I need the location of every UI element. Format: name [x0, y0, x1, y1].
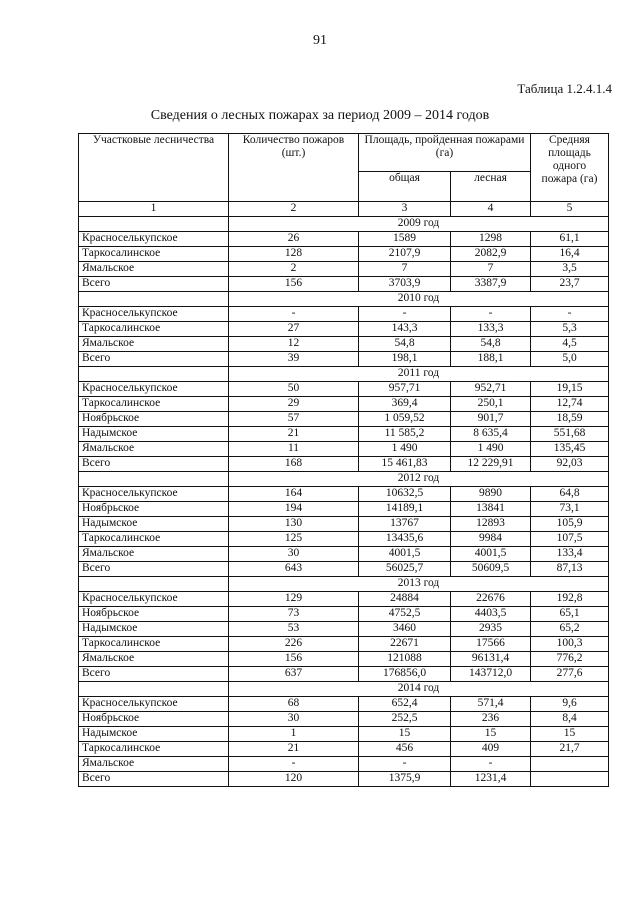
- table-row: [79, 517, 609, 532]
- forestry-name-cell: Ямальское: [79, 757, 229, 772]
- year-row-spacer: [79, 367, 229, 382]
- value-cell: 9984: [451, 532, 531, 547]
- value-cell: 13767: [359, 517, 451, 532]
- value-cell: 92,03: [531, 457, 609, 472]
- value-cell: 176856,0: [359, 667, 451, 682]
- forestry-name-cell: Надымское: [79, 622, 229, 637]
- value-cell: 21,7: [531, 742, 609, 757]
- value-cell: 409: [451, 742, 531, 757]
- table-body: [79, 202, 609, 787]
- forestry-name-cell: Таркосалинское: [79, 247, 229, 262]
- value-cell: 4,5: [531, 337, 609, 352]
- value-cell: 56025,7: [359, 562, 451, 577]
- value-cell: 1298: [451, 232, 531, 247]
- value-cell: 8,4: [531, 712, 609, 727]
- value-cell: 952,71: [451, 382, 531, 397]
- year-row-spacer: [79, 292, 229, 307]
- table-row: [79, 742, 609, 757]
- value-cell: 456: [359, 742, 451, 757]
- value-cell: 130: [229, 517, 359, 532]
- header-average-area: Средняя площадь одного пожара (га): [531, 134, 609, 202]
- value-cell: 50: [229, 382, 359, 397]
- value-cell: 2107,9: [359, 247, 451, 262]
- value-cell: 19,15: [531, 382, 609, 397]
- table-row: [79, 262, 609, 277]
- forestry-name-cell: Надымское: [79, 427, 229, 442]
- table-row: [79, 607, 609, 622]
- year-row: [79, 367, 609, 382]
- header-forestry: Участковые лесничества: [79, 134, 229, 202]
- forestry-name-cell: Красноселькупское: [79, 697, 229, 712]
- value-cell: 135,45: [531, 442, 609, 457]
- forestry-name-cell: Красноселькупское: [79, 382, 229, 397]
- value-cell: -: [359, 307, 451, 322]
- value-cell: 643: [229, 562, 359, 577]
- forestry-name-cell: Таркосалинское: [79, 397, 229, 412]
- value-cell: 551,68: [531, 427, 609, 442]
- column-index-cell: 3: [359, 202, 451, 217]
- header-area-total: общая: [359, 172, 451, 202]
- forestry-name-cell: Таркосалинское: [79, 532, 229, 547]
- forestry-name-cell: Ноябрьское: [79, 712, 229, 727]
- value-cell: -: [451, 757, 531, 772]
- value-cell: 2935: [451, 622, 531, 637]
- value-cell: 133,4: [531, 547, 609, 562]
- forestry-name-cell: Ямальское: [79, 442, 229, 457]
- forestry-name-cell: Ноябрьское: [79, 412, 229, 427]
- value-cell: 57: [229, 412, 359, 427]
- table-row: [79, 397, 609, 412]
- value-cell: 65,1: [531, 607, 609, 622]
- value-cell: 54,8: [359, 337, 451, 352]
- value-cell: 12,74: [531, 397, 609, 412]
- value-cell: 54,8: [451, 337, 531, 352]
- table-row: [79, 637, 609, 652]
- value-cell: 11: [229, 442, 359, 457]
- column-index-cell: 4: [451, 202, 531, 217]
- forestry-name-cell: Ямальское: [79, 547, 229, 562]
- forestry-name-cell: Ямальское: [79, 652, 229, 667]
- value-cell: 12: [229, 337, 359, 352]
- year-label: 2013 год: [229, 577, 609, 592]
- value-cell: 68: [229, 697, 359, 712]
- forestry-name-cell: Всего: [79, 457, 229, 472]
- value-cell: 7: [451, 262, 531, 277]
- header-burned-area: Площадь, пройденная пожарами (га): [359, 134, 531, 172]
- value-cell: 164: [229, 487, 359, 502]
- value-cell: 776,2: [531, 652, 609, 667]
- value-cell: 1231,4: [451, 772, 531, 787]
- table-row: [79, 712, 609, 727]
- forestry-name-cell: Всего: [79, 667, 229, 682]
- forestry-name-cell: Таркосалинское: [79, 637, 229, 652]
- value-cell: 128: [229, 247, 359, 262]
- table-row: [79, 337, 609, 352]
- value-cell: 12893: [451, 517, 531, 532]
- forestry-name-cell: Надымское: [79, 517, 229, 532]
- value-cell: 121088: [359, 652, 451, 667]
- forestry-name-cell: Красноселькупское: [79, 232, 229, 247]
- value-cell: 14189,1: [359, 502, 451, 517]
- year-row: [79, 472, 609, 487]
- table-row: [79, 487, 609, 502]
- value-cell: 22676: [451, 592, 531, 607]
- value-cell: 4001,5: [359, 547, 451, 562]
- table-row: [79, 502, 609, 517]
- table-row: [79, 457, 609, 472]
- value-cell: 1 490: [359, 442, 451, 457]
- value-cell: 3387,9: [451, 277, 531, 292]
- table-title: Сведения о лесных пожарах за период 2009 – 2014 годов: [150, 108, 490, 123]
- header-area-forest: лесная: [451, 172, 531, 202]
- value-cell: 8 635,4: [451, 427, 531, 442]
- table-label: Таблица 1.2.4.1.4: [517, 81, 612, 96]
- table-row: [79, 442, 609, 457]
- table-row: [79, 562, 609, 577]
- forestry-name-cell: Ямальское: [79, 337, 229, 352]
- year-row-spacer: [79, 577, 229, 592]
- table-row: [79, 322, 609, 337]
- value-cell: 4752,5: [359, 607, 451, 622]
- value-cell: 652,4: [359, 697, 451, 712]
- value-cell: 236: [451, 712, 531, 727]
- forestry-name-cell: Ямальское: [79, 262, 229, 277]
- year-label: 2010 год: [229, 292, 609, 307]
- value-cell: 1: [229, 727, 359, 742]
- forestry-name-cell: Красноселькупское: [79, 307, 229, 322]
- value-cell: -: [531, 307, 609, 322]
- value-cell: 21: [229, 427, 359, 442]
- year-label: 2012 год: [229, 472, 609, 487]
- value-cell: 10632,5: [359, 487, 451, 502]
- value-cell: 7: [359, 262, 451, 277]
- value-cell: 15: [531, 727, 609, 742]
- table-row: [79, 727, 609, 742]
- value-cell: 22671: [359, 637, 451, 652]
- value-cell: 15: [359, 727, 451, 742]
- column-index-cell: 5: [531, 202, 609, 217]
- value-cell: 3,5: [531, 262, 609, 277]
- value-cell: 1 059,52: [359, 412, 451, 427]
- value-cell: 3460: [359, 622, 451, 637]
- value-cell: 133,3: [451, 322, 531, 337]
- value-cell: 15: [451, 727, 531, 742]
- value-cell: 1 490: [451, 442, 531, 457]
- value-cell: 5,3: [531, 322, 609, 337]
- value-cell: 50609,5: [451, 562, 531, 577]
- value-cell: 156: [229, 277, 359, 292]
- table-row: [79, 382, 609, 397]
- column-index-cell: 1: [79, 202, 229, 217]
- table-row: [79, 427, 609, 442]
- forestry-name-cell: Всего: [79, 277, 229, 292]
- value-cell: 30: [229, 712, 359, 727]
- value-cell: 105,9: [531, 517, 609, 532]
- value-cell: 27: [229, 322, 359, 337]
- value-cell: 73: [229, 607, 359, 622]
- forestry-name-cell: Таркосалинское: [79, 742, 229, 757]
- value-cell: 901,7: [451, 412, 531, 427]
- value-cell: 194: [229, 502, 359, 517]
- value-cell: 4001,5: [451, 547, 531, 562]
- year-label: 2014 год: [229, 682, 609, 697]
- year-row-spacer: [79, 217, 229, 232]
- value-cell: 168: [229, 457, 359, 472]
- value-cell: 87,13: [531, 562, 609, 577]
- year-row: [79, 292, 609, 307]
- forestry-name-cell: Всего: [79, 562, 229, 577]
- table-row: [79, 532, 609, 547]
- value-cell: -: [229, 307, 359, 322]
- value-cell: 1375,9: [359, 772, 451, 787]
- table-row: [79, 412, 609, 427]
- year-row-spacer: [79, 682, 229, 697]
- value-cell: 100,3: [531, 637, 609, 652]
- value-cell: 188,1: [451, 352, 531, 367]
- value-cell: 24884: [359, 592, 451, 607]
- value-cell: 125: [229, 532, 359, 547]
- table-row: [79, 667, 609, 682]
- value-cell: 29: [229, 397, 359, 412]
- value-cell: 120: [229, 772, 359, 787]
- table-row: [79, 757, 609, 772]
- year-row: [79, 217, 609, 232]
- value-cell: 15 461,83: [359, 457, 451, 472]
- page-number: 91: [313, 33, 327, 48]
- value-cell: 198,1: [359, 352, 451, 367]
- value-cell: -: [229, 757, 359, 772]
- value-cell: 250,1: [451, 397, 531, 412]
- table-row: [79, 547, 609, 562]
- value-cell: 12 229,91: [451, 457, 531, 472]
- value-cell: 369,4: [359, 397, 451, 412]
- value-cell: 143,3: [359, 322, 451, 337]
- value-cell: 13435,6: [359, 532, 451, 547]
- value-cell: 4403,5: [451, 607, 531, 622]
- column-index-cell: 2: [229, 202, 359, 217]
- year-row: [79, 577, 609, 592]
- value-cell: 156: [229, 652, 359, 667]
- forestry-name-cell: Всего: [79, 772, 229, 787]
- forestry-name-cell: Всего: [79, 352, 229, 367]
- table-row: [79, 652, 609, 667]
- year-row-spacer: [79, 472, 229, 487]
- value-cell: 5,0: [531, 352, 609, 367]
- value-cell: 9890: [451, 487, 531, 502]
- value-cell: 1589: [359, 232, 451, 247]
- value-cell: 129: [229, 592, 359, 607]
- table-row: [79, 352, 609, 367]
- value-cell: 73,1: [531, 502, 609, 517]
- value-cell: 2: [229, 262, 359, 277]
- value-cell: 11 585,2: [359, 427, 451, 442]
- table-row: [79, 592, 609, 607]
- forestry-name-cell: Ноябрьское: [79, 502, 229, 517]
- value-cell: 3703,9: [359, 277, 451, 292]
- value-cell: [531, 772, 609, 787]
- value-cell: 16,4: [531, 247, 609, 262]
- table-row: [79, 697, 609, 712]
- value-cell: 277,6: [531, 667, 609, 682]
- value-cell: 637: [229, 667, 359, 682]
- table-row: [79, 247, 609, 262]
- value-cell: 957,71: [359, 382, 451, 397]
- value-cell: 18,59: [531, 412, 609, 427]
- column-index-row: [79, 202, 609, 217]
- year-row: [79, 682, 609, 697]
- forestry-name-cell: Красноселькупское: [79, 592, 229, 607]
- value-cell: 107,5: [531, 532, 609, 547]
- table-row: [79, 277, 609, 292]
- table-row: [79, 232, 609, 247]
- table-row: [79, 772, 609, 787]
- value-cell: 26: [229, 232, 359, 247]
- value-cell: 65,2: [531, 622, 609, 637]
- value-cell: 571,4: [451, 697, 531, 712]
- value-cell: 17566: [451, 637, 531, 652]
- value-cell: 61,1: [531, 232, 609, 247]
- value-cell: 13841: [451, 502, 531, 517]
- table-row: [79, 622, 609, 637]
- forestry-name-cell: Ноябрьское: [79, 607, 229, 622]
- value-cell: 64,8: [531, 487, 609, 502]
- year-label: 2009 год: [229, 217, 609, 232]
- value-cell: 192,8: [531, 592, 609, 607]
- value-cell: -: [451, 307, 531, 322]
- value-cell: 23,7: [531, 277, 609, 292]
- value-cell: 53: [229, 622, 359, 637]
- value-cell: 39: [229, 352, 359, 367]
- value-cell: 226: [229, 637, 359, 652]
- year-label: 2011 год: [229, 367, 609, 382]
- value-cell: 96131,4: [451, 652, 531, 667]
- header-fire-count: Количество пожаров (шт.): [229, 134, 359, 202]
- value-cell: 9,6: [531, 697, 609, 712]
- value-cell: 2082,9: [451, 247, 531, 262]
- forestry-name-cell: Надымское: [79, 727, 229, 742]
- fires-table: [78, 133, 609, 787]
- value-cell: 143712,0: [451, 667, 531, 682]
- forestry-name-cell: Таркосалинское: [79, 322, 229, 337]
- value-cell: 252,5: [359, 712, 451, 727]
- forestry-name-cell: Красноселькупское: [79, 487, 229, 502]
- table-row: [79, 307, 609, 322]
- value-cell: [531, 757, 609, 772]
- value-cell: 21: [229, 742, 359, 757]
- value-cell: 30: [229, 547, 359, 562]
- value-cell: -: [359, 757, 451, 772]
